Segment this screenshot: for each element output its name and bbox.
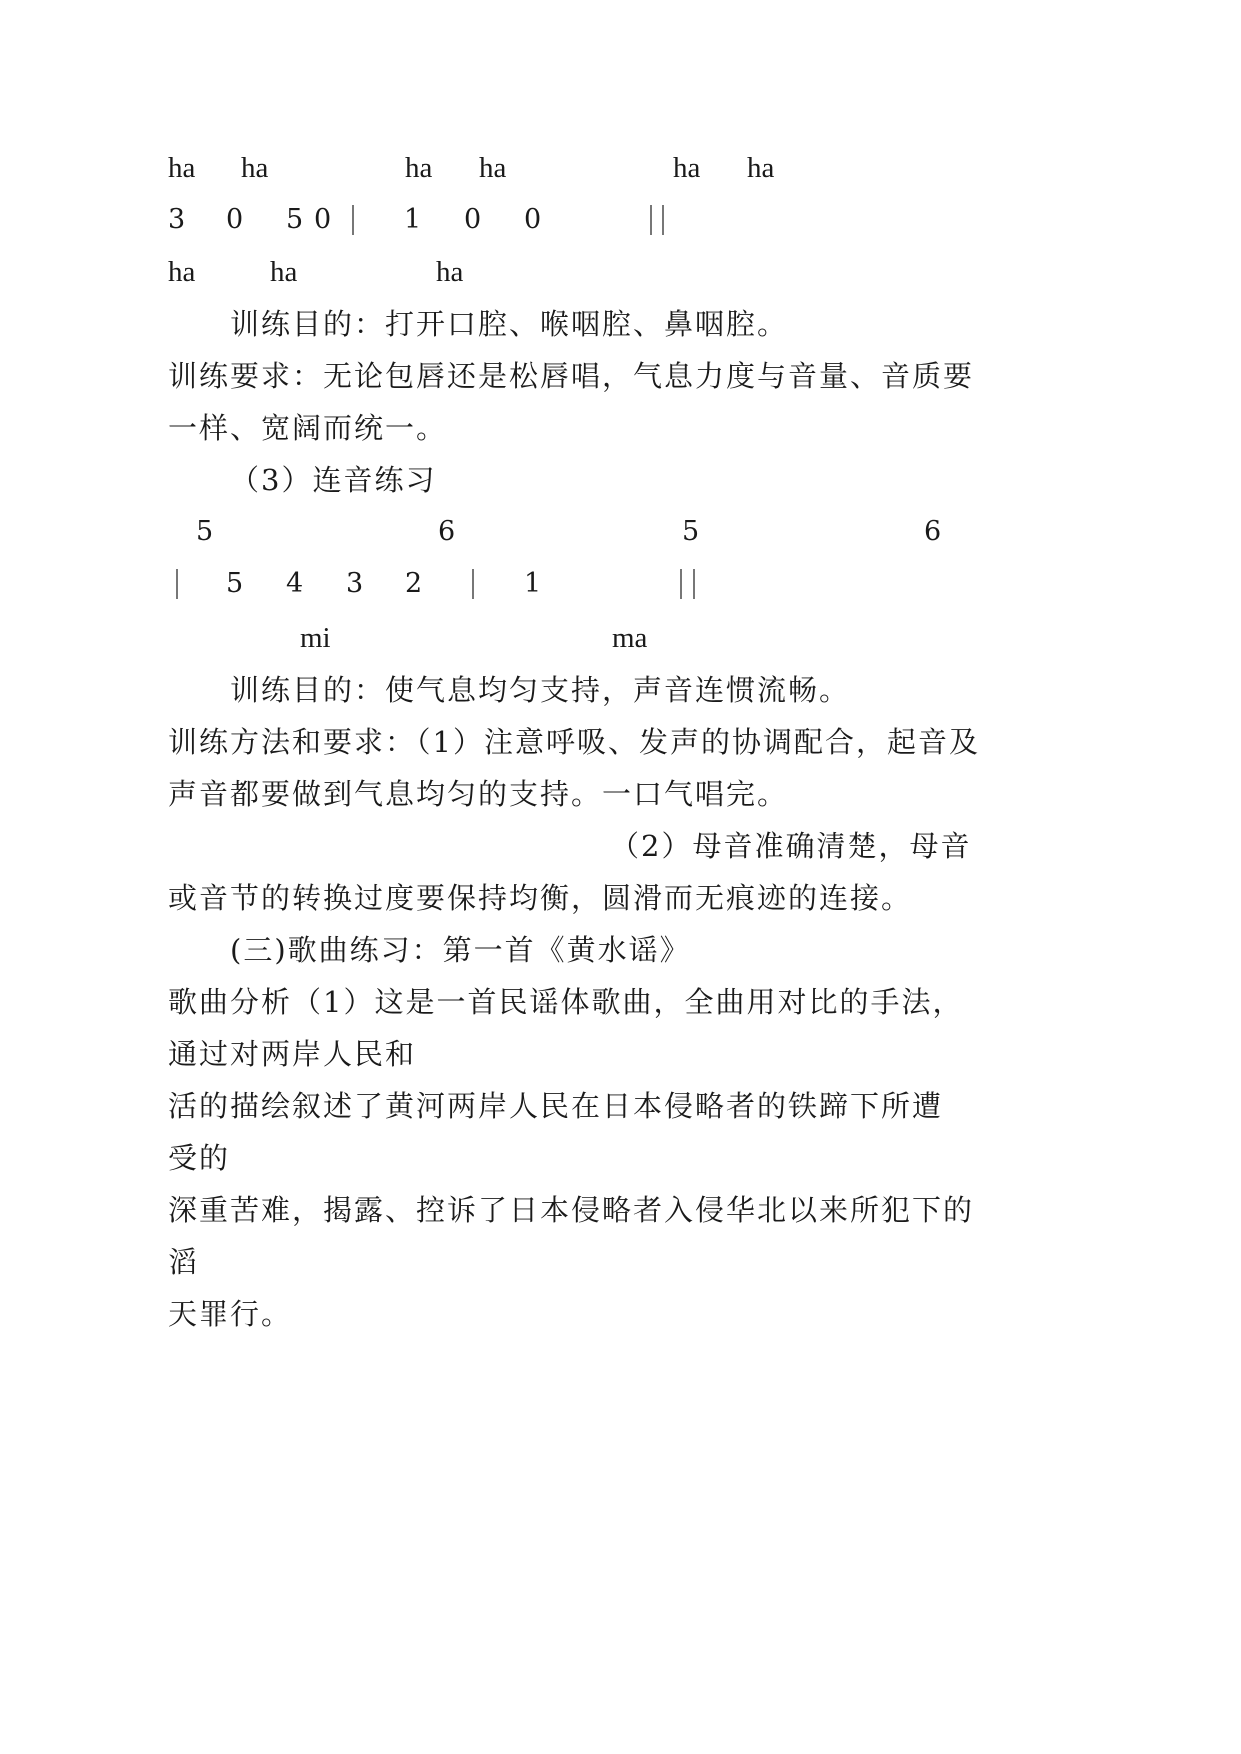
barline	[176, 569, 178, 599]
lyric-ha: ha	[270, 256, 298, 288]
training-method-cont: 声音都要做到气息均匀的支持。一口气唱完。	[168, 777, 789, 811]
lyric-ha: ha	[168, 256, 196, 288]
lyric-ha-5: ha	[673, 152, 701, 184]
training-method-2-cont: 或音节的转换过度要保持均衡，圆滑而无痕迹的连接。	[168, 881, 913, 915]
training-purpose: 训练目的：打开口腔、喉咽腔、鼻咽腔。	[230, 307, 789, 341]
final-barline-thin	[650, 205, 652, 235]
training-requirement-cont: 一样、宽阔而统一。	[168, 411, 448, 445]
note-top: 5	[682, 516, 700, 547]
lyric-ha-6: ha	[747, 152, 775, 184]
song-analysis: 受的	[168, 1141, 231, 1175]
note: 2	[405, 568, 423, 599]
note: 0	[464, 204, 482, 235]
lyric-ha: ha	[436, 256, 464, 288]
lyric-ha-1: ha	[168, 152, 196, 184]
song-analysis: 歌曲分析（1）这是一首民谣体歌曲，全曲用对比的手法，	[168, 985, 964, 1019]
training-purpose: 训练目的：使气息均匀支持，声音连惯流畅。	[230, 673, 851, 707]
note: 1	[524, 568, 542, 599]
lyric-ha-4: ha	[479, 152, 507, 184]
training-method: 训练方法和要求：（1）注意呼吸、发声的协调配合，起音及	[168, 725, 980, 759]
note: 5	[226, 568, 244, 599]
note: 0	[524, 204, 542, 235]
note-top: 6	[924, 516, 942, 547]
training-requirement: 训练要求：无论包唇还是松唇唱，气息力度与音量、音质要	[168, 359, 975, 393]
note: 0	[226, 204, 244, 235]
song-analysis: 滔	[168, 1245, 200, 1279]
section-heading-song: (三)歌曲练习：第一首《黄水谣》	[230, 933, 691, 967]
note: 5	[286, 204, 304, 235]
lyric-mi: mi	[300, 622, 331, 654]
barline	[352, 205, 354, 235]
final-barline-thick	[693, 569, 695, 599]
note: 3	[346, 568, 364, 599]
barline	[472, 569, 474, 599]
song-analysis: 天罪行。	[168, 1297, 293, 1331]
song-analysis: 深重苦难，揭露、控诉了日本侵略者入侵华北以来所犯下的	[168, 1193, 975, 1227]
final-barline-thin	[680, 569, 682, 599]
song-analysis: 通过对两岸人民和	[168, 1037, 417, 1071]
section-heading-legato: （3）连音练习	[230, 463, 437, 497]
song-analysis: 活的描绘叙述了黄河两岸人民在日本侵略者的铁蹄下所遭	[168, 1089, 944, 1123]
note-top: 5	[196, 516, 214, 547]
note-top: 6	[438, 516, 456, 547]
lyric-ma: ma	[612, 622, 648, 654]
note: 1	[404, 204, 422, 235]
training-method-2: （2）母音准确清楚，母音	[610, 829, 972, 863]
final-barline-thick	[662, 205, 664, 235]
lyric-ha-2: ha	[241, 152, 269, 184]
note: 3	[168, 204, 186, 235]
note: 0	[314, 204, 332, 235]
note: 4	[286, 568, 304, 599]
lyric-ha-3: ha	[405, 152, 433, 184]
